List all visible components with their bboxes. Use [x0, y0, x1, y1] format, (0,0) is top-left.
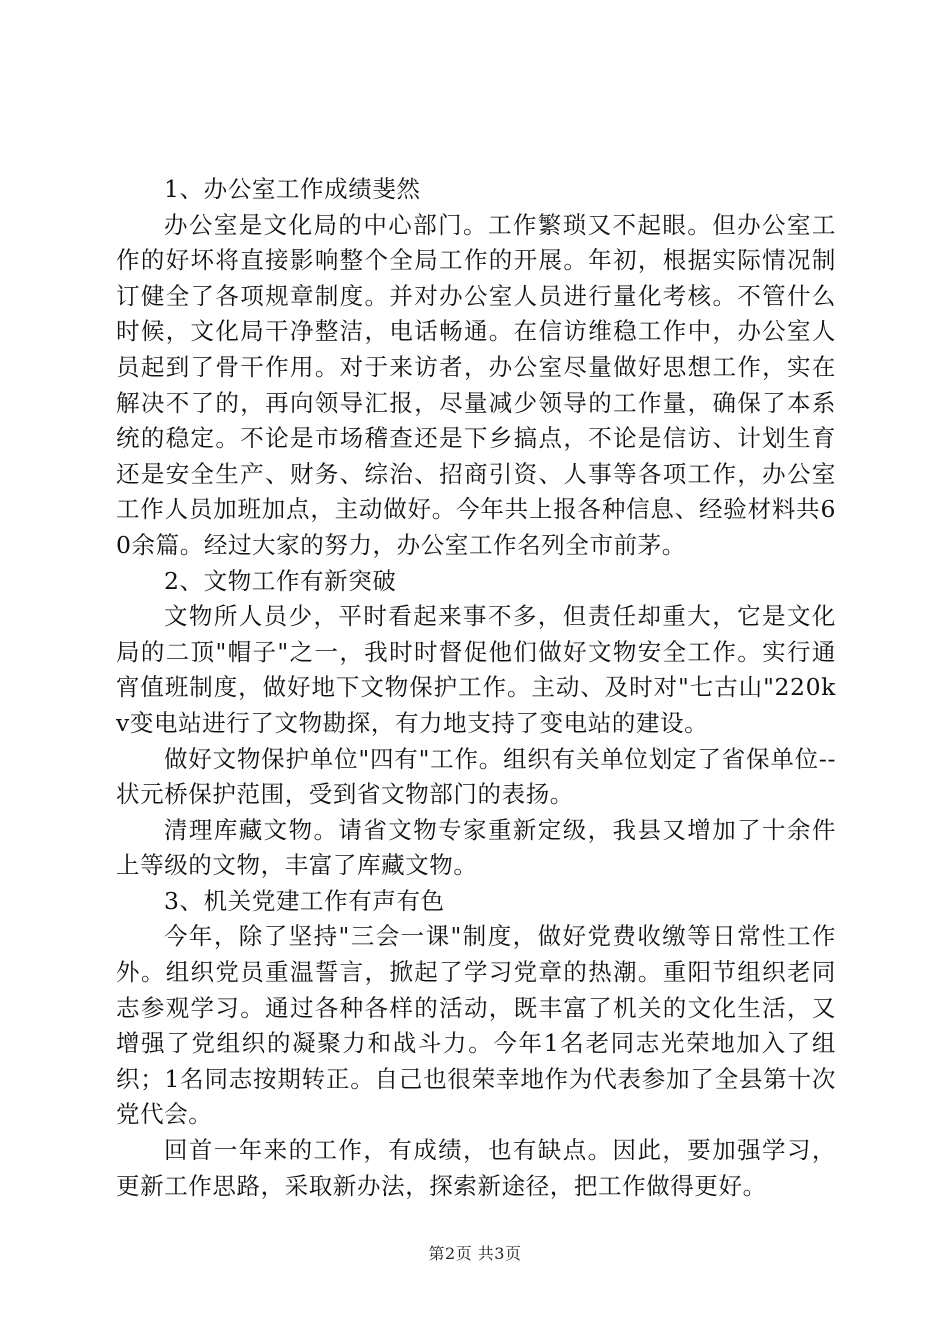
paragraph-office: 办公室是文化局的中心部门。工作繁琐又不起眼。但办公室工作的好坏将直接影响整个全局工作的开展。年初，根据实际情况制订健全了各项规章制度。并对办公室人员进行量化考核。不管什么时候，文化局干净整洁，电话畅通。在信访维稳工作中，办公室人员起到了骨干作用。对于来访者，办公室尽量做好思想工作，实在解决不了的，再向领导汇报，尽量减少领导的工作量，确保了本系统的稳定。不论是市场稽查还是下乡搞点，不论是信访、计划生育还是安全生产、财务、综治、招商引资、人事等各项工作，办公室工作人员加班加点，主动做好。今年共上报各种信息、经验材料共60余篇。经过大家的努力，办公室工作名列全市前茅。	[116, 210, 836, 559]
section-heading-3: 3、机关党建工作有声有色	[164, 886, 445, 915]
paragraph-relics: 文物所人员少，平时看起来事不多，但责任却重大，它是文化局的二顶"帽子"之一，我时时督促他们做好文物安全工作。实行通宵值班制度，做好地下文物保护工作。主动、及时对"七古山"220kv变电站进行了文物勘探，有力地支持了变电站的建设。	[116, 602, 836, 737]
section-heading-1: 1、办公室工作成绩斐然	[164, 175, 421, 203]
paragraph-relics-inventory: 清理库藏文物。请省文物专家重新定级，我县又增加了十余件上等级的文物，丰富了库藏文物。	[116, 815, 836, 880]
paragraph-party-building: 今年，除了坚持"三会一课"制度，做好党费收缴等日常性工作外。组织党员重温誓言，掀起了学习党章的热潮。重阳节组织老同志参观学习。通过各种各样的活动，既丰富了机关的文化生活，又增强了党组织的凝聚力和战斗力。今年1名老同志光荣地加入了组织；1名同志按期转正。自己也很荣幸地作为代表参加了全县第十次党代会。	[116, 922, 836, 1129]
document-body	[116, 172, 836, 1204]
paragraph-conclusion: 回首一年来的工作，有成绩，也有缺点。因此，要加强学习，更新工作思路，采取新办法，探索新途径，把工作做得更好。	[116, 1136, 836, 1200]
section-heading-2: 2、文物工作有新突破	[164, 566, 397, 595]
page-number-footer: 第2页 共3页	[428, 1244, 522, 1263]
paragraph-relics-protection: 做好文物保护单位"四有"工作。组织有关单位划定了省保单位--状元桥保护范围，受到省文物部门的表扬。	[116, 744, 836, 809]
